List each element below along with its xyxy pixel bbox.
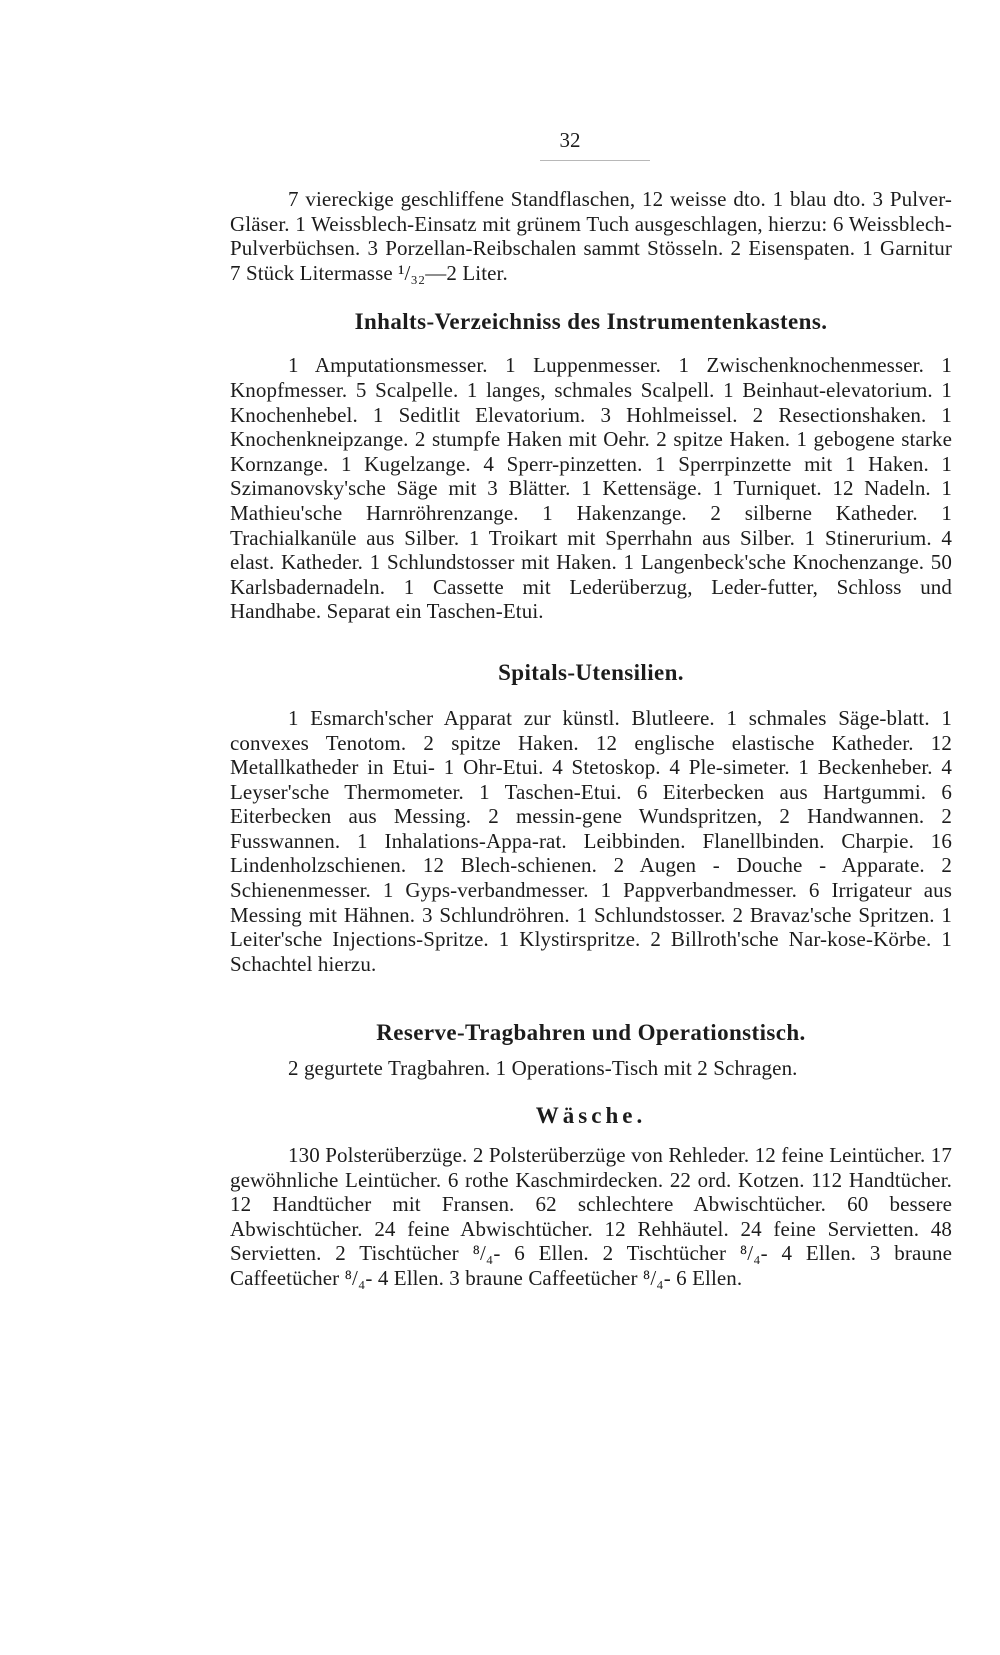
- page-body: [230, 187, 952, 1291]
- section-text-spitals-utensilien: 1 Esmarch'scher Apparat zur künstl. Blutleere. 1 schmales Säge-blatt. 1 convexes Tenotom. 2 spitze Haken. 12 englische elastische Katheder. 12 Metallkatheder in Etui- 1 Ohr-Etui. 4 Stetoskop. 4 Ple-simeter. 1 Beckenheber. 4 Leyser'sche Thermometer. 1 Taschen-Etui. 6 Eiterbecken aus Hartgummi. 6 Eiterbecken aus Messing. 2 messin-gene Wundspritzen, 2 Handwannen. 2 Fusswannen. 1 Inhalations-Appa-rat. Leibbinden. Flanellbinden. Charpie. 16 Lindenholzschienen. 12 Blech-schienen. 2 Augen - Douche - Apparate. 2 Schienenmesser. 1 Gyps-verbandmesser. 1 Pappverbandmesser. 6 Irrigateur aus Messing mit Hähnen. 3 Schlundröhren. 1 Schlundstosser. 2 Bravaz'sche Spritzen. 1 Leiter'sche Injections-Spritze. 1 Klystirspritze. 2 Billroth'sche Nar-kose-Körbe. 1 Schachtel hierzu.: [230, 705, 952, 976]
- section-heading-waesche: Wäsche.: [535, 1103, 647, 1129]
- section-heading-instrumentenkasten: Inhalts-Verzeichniss des Instrumentenkastens.: [354, 309, 828, 335]
- section-text-reserve-tragbahren: 2 gegurtete Tragbahren. 1 Operations-Tisch mit 2 Schragen.: [288, 1056, 798, 1081]
- section-text-instrumentenkasten: 1 Amputationsmesser. 1 Luppenmesser. 1 Zwischenknochenmesser. 1 Knopfmesser. 5 Scalpelle. 1 langes, schmales Scalpell. 1 Beinhaut-elevatorium. 1 Knochenhebel. 1 Seditlit Elevatorium. 3 Hohlmeissel. 2 Resectionshaken. 1 Knochenkneipzange. 2 stumpfe Haken mit Oehr. 2 spitze Haken. 1 gebogene starke Kornzange. 1 Kugelzange. 4 Sperr-pinzetten. 1 Sperrpinzette mit 1 Haken. 1 Szimanovsky'sche Säge mit 3 Blätter. 1 Kettensäge. 1 Turniquet. 12 Nadeln. 1 Mathieu'sche Harnröhrenzange. 1 Hakenzange. 2 silberne Katheder. 1 Trachialkanüle aus Silber. 1 Troikart mit Sperrhahn aus Silber. 1 Stinerurium. 4 elast. Katheder. 1 Schlundstosser mit Haken. 1 Langenbeck'sche Knochenzange. 50 Karlsbadernadeln. 1 Cassette mit Lederüberzug, Leder-futter, Schloss und Handhabe. Separat ein Taschen-Etui.: [230, 353, 952, 624]
- header-rule: [540, 160, 650, 161]
- section-heading-spitals-utensilien: Spitals-Utensilien.: [498, 659, 684, 685]
- intro-paragraph: 7 viereckige geschliffene Standflaschen, 12 weisse dto. 1 blau dto. 3 Pulver-Gläser. 1 Weissblech-Einsatz mit grünem Tuch ausgeschlagen, hierzu: 6 Weissblech-Pulverbüchsen. 3 Porzellan-Reibschalen sammt Stösseln. 2 Eisenspaten. 1 Garnitur 7 Stück Litermasse ¹/₃₂—2 Liter.: [230, 187, 952, 285]
- section-heading-reserve-tragbahren: Reserve-Tragbahren und Operationstisch.: [376, 1020, 806, 1046]
- section-text-waesche: 130 Polsterüberzüge. 2 Polsterüberzüge von Rehleder. 12 feine Leintücher. 17 gewöhnliche Leintücher. 6 rothe Kaschmirdecken. 22 ord. Kotzen. 112 Handtücher. 12 Handtücher mit Fransen. 62 schlechtere Abwischtücher. 60 bessere Abwischtücher. 24 feine Abwischtücher. 12 Rehhäutel. 24 feine Servietten. 48 Servietten. 2 Tischtücher ⁸/₄- 6 Ellen. 2 Tischtücher ⁸/₄- 4 Ellen. 3 braune Caffeetücher ⁸/₄- 4 Ellen. 3 braune Caffeetücher ⁸/₄- 6 Ellen.: [230, 1143, 952, 1290]
- page-number: 32: [559, 128, 581, 152]
